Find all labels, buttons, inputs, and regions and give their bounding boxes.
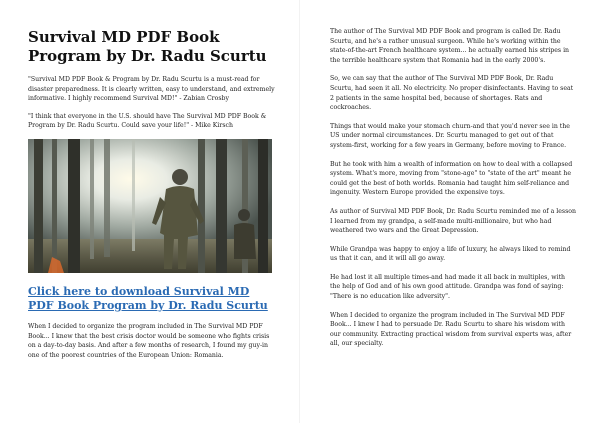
page-title: Survival MD PDF Book Program by Dr. Radu Scurtu bbox=[28, 28, 267, 65]
forest-survivor-photo bbox=[28, 139, 272, 273]
body-paragraph: When I decided to organize the program included in The Survival MD PDF Book... I knew that the best crisis doctor would be someone who fights crisis on a day-to-day basis. And after a few months of research, I found my guy-in one of the poorest countries of the European Union: Romania. bbox=[28, 322, 270, 359]
download-link[interactable]: Click here to download Survival MD PDF Book Program by Dr. Radu Scurtu bbox=[28, 284, 268, 312]
body-paragraph: Things that would make your stomach churn-and that you'd never see in the US under normal circumstances. Dr. Scurtu managed to get out of that system-first, working for a few years in Germany, before moving to France. bbox=[330, 122, 570, 149]
body-paragraph: As author of Survival MD PDF Book, Dr. Radu Scurtu reminded me of a lesson I learned from my grandpa, a self-made multi-millionaire, but who had weathered two wars and the Great Depression. bbox=[330, 207, 576, 235]
body-paragraph: He had lost it all multiple times-and had made it all back in multiples, with the help of God and of his own good attitude. Grandpa was fond of saying: "There is no education like adversity". bbox=[330, 273, 566, 301]
body-paragraph: The author of The Survival MD PDF Book and program is called Dr. Radu Scurtu, and he's a rather unusual surgeon. While he's working within the state-of-the-art French healthcare system... he actually earned his stripes in the terrible healthcare system that Romania had in the early 2000's. bbox=[330, 28, 570, 64]
body-paragraph: While Grandpa was happy to enjoy a life of luxury, he always liked to remind us that it can, and it will all go away. bbox=[330, 245, 571, 263]
body-paragraph: When I decided to organize the program included in The Survival MD PDF Book... I knew I had to persuade Dr. Radu Scurtu to share his wisdom with our community. Extracting practical wisdom from survival experts was, after all, our specialty. bbox=[330, 311, 572, 348]
body-paragraph: So, we can say that the author of The Survival MD PDF Book, Dr. Radu Scurtu, had seen it all. No electricity. No proper disinfectants. Having to seat 2 patients in the same hospital bed, because of shortages. Rats and cockroaches. bbox=[330, 75, 574, 112]
body-paragraph: But he took with him a wealth of information on how to deal with a collapsed system. What's more, moving from "stone-age" to "state of the art" meant he could get the best of both worlds. Romania had taught him self-reliance and ingenuity. Western Europe provided the expensive toys. bbox=[330, 160, 573, 197]
testimonial-quote: "I think that everyone in the U.S. should have The Survival MD PDF Book & Program by Dr. Radu Scurtu. Could save your life!" - Mike Kirsch bbox=[28, 112, 267, 130]
testimonial-quote: "Survival MD PDF Book & Program by Dr. Radu Scurtu is a must-read for disaster preparedness. It is clearly written, easy to understand, and extremely informative. I highly recommend Survival MD!" - Zabian Crosby bbox=[28, 76, 275, 103]
right-page bbox=[300, 0, 600, 423]
